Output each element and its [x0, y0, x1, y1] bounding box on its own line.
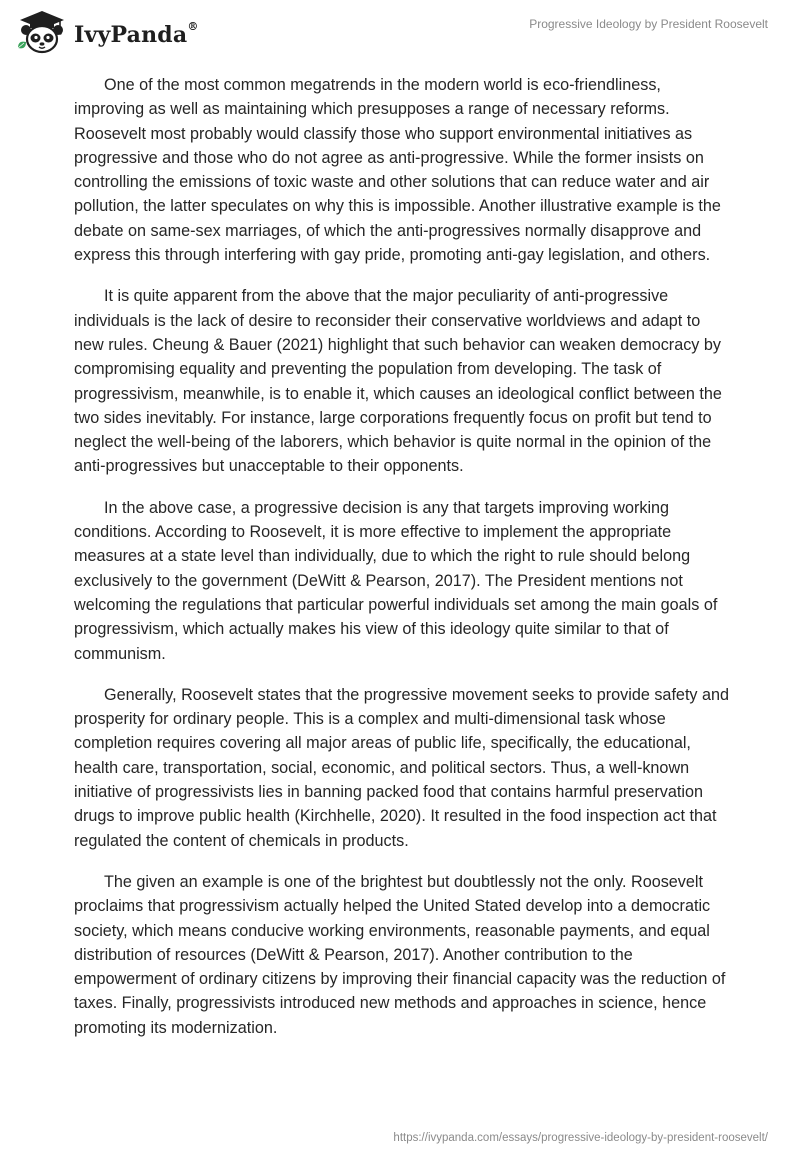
- paragraph-4: Generally, Roosevelt states that the progressive movement seeks to provide safety and prosperity for ordinary people. This is a complex and multi-dimensional task whose completion requires covering all major areas of public life, specifically, the educational, health care, transportation, social, economic, and political sectors. Thus, a well-known initiative of progressivists lies in banning packed food that contains harmful preservation drugs to improve public health (Kirchhelle, 2020). It resulted in the food inspection act that regulated the content of chemicals in products.: [74, 685, 730, 850]
- paragraph-1: One of the most common megatrends in the modern world is eco-friendliness, improving as well as maintaining which presupposes a range of necessary reforms. Roosevelt most probably would classify those who support environmental initiatives as progressive and those who do not agree as anti-progressive. While the former insists on controlling the emissions of toxic waste and other solutions that can reduce water and air pollution, the latter speculates on why this is impossible. Another illustrative example is the debate on same-sex marriages, of which the anti-progressives normally disapprove and express this through interfering with gay pride, promoting anti-gay legislation, and others.: [74, 76, 721, 265]
- page-header: [0, 0, 800, 60]
- source-url[interactable]: https://ivypanda.com/essays/progressive-ideology-by-president-roosevelt/: [393, 1132, 768, 1144]
- document-title: Progressive Ideology by President Roosevelt: [529, 17, 768, 31]
- paragraph-5: The given an example is one of the brightest but doubtlessly not the only. Roosevelt proclaims that progressivism actually helped the United Stated develop into a democratic society, which means conducive working environments, reasonable payments, and equal distribution of resources (DeWitt & Pearson, 2017). Another contribution to the empowerment of ordinary citizens by improving their financial capacity was the reduction of taxes. Finally, progressivists introduced new methods and approaches in science, hence promoting its modernization.: [74, 872, 726, 1037]
- registered-mark: ®: [187, 19, 199, 33]
- essay-body: [74, 73, 730, 1057]
- logo-text: [74, 19, 199, 48]
- paragraph-3: In the above case, a progressive decision is any that targets improving working conditions. According to Roosevelt, it is more effective to implement the appropriate measures at a state level than individually, due to which the right to rule should belong exclusively to the government (DeWitt & Pearson, 2017). The President mentions not welcoming the regulations that particular powerful individuals set among the main goals of progressivism, which actually makes his view of this ideology quite similar to that of communism.: [74, 498, 718, 663]
- panda-graduation-cap-icon: [14, 8, 70, 56]
- logo-wordmark: IvyPanda: [74, 22, 188, 48]
- paragraph-2: It is quite apparent from the above that the major peculiarity of anti-progressive individuals is the lack of desire to reconsider their conservative worldviews and adapt to new rules. Cheung & Bauer (2021) highlight that such behavior can weaken democracy by compromising equality and preventing the population from developing. The task of progressivism, meanwhile, is to enable it, which causes an ideological conflict between the two sides inevitably. For instance, large corporations frequently focus on profit but tend to neglect the well-being of the laborers, which behavior is quite normal in the opinion of the anti-progressives but unacceptable to their opponents.: [74, 287, 722, 476]
- logo[interactable]: [14, 8, 199, 56]
